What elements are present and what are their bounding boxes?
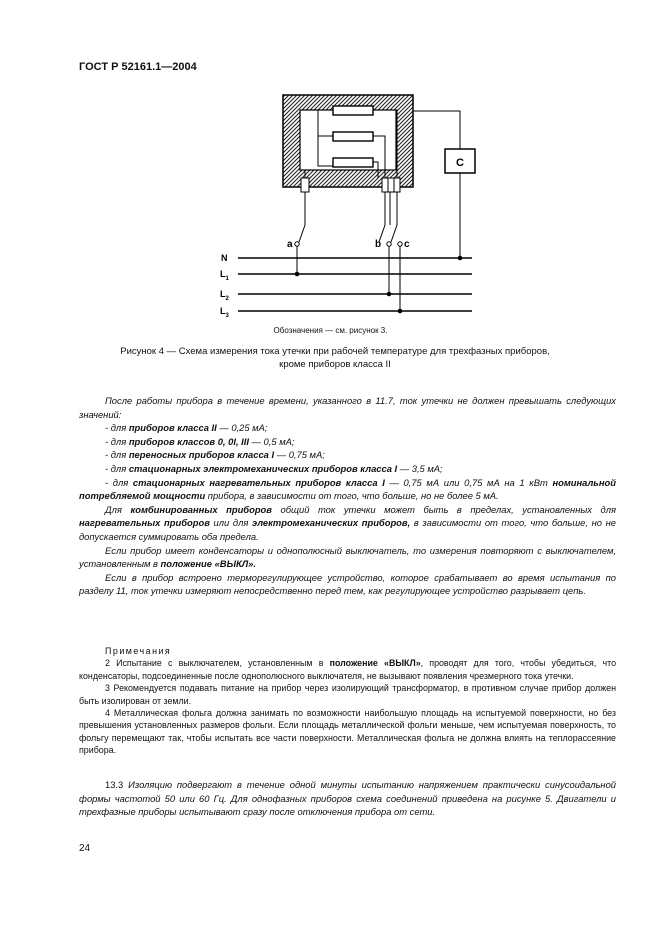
note-4: 4 Металлическая фольга должна занимать по возможности наибольшую площадь на испытуемой поверхности, но без превышения установленных размеров фольги. Если площадь металлической фольги меньше, чем испытуемая поверхность, то фольгу перемещают так, чтобы испытать все части поверхности. Металлическая фольга не должна влиять на теплорассеяние прибора. bbox=[79, 708, 616, 756]
page-number: 24 bbox=[79, 843, 91, 854]
list-item-heating: - для стационарных нагревательных приборов класса I — 0,75 мА или 0,75 мА на 1 кВт номинальной потребляемой мощности прибора, в зависимости от того, что больше, но не более 5 мА. bbox=[79, 476, 616, 502]
figure-caption-line2: кроме приборов класса II bbox=[279, 359, 391, 370]
section-number: 13.3 bbox=[105, 779, 124, 790]
leakage-limits-section bbox=[79, 394, 616, 598]
switch-label-b: b bbox=[375, 239, 382, 250]
line-label-l2: $L_2$ bbox=[220, 289, 229, 302]
notes-section bbox=[79, 645, 616, 757]
list-item: - для стационарных электромеханических приборов класса I — 3,5 мА; bbox=[105, 462, 443, 474]
heating-element-1 bbox=[333, 106, 373, 115]
section-13-3-paragraph: 13.3 Изоляцию подвергают в течение одной минуты испытанию напряжением практически синусоидальной формы частотой 50 или 60 Гц. Для однофазных приборов схема соединений приведена на рисунке 5. Двигатели и трехфазные приборы испытывают сразу после отключения прибора от сети. bbox=[79, 779, 616, 818]
switch-label-a: a bbox=[287, 239, 293, 250]
circuit-diagram bbox=[0, 0, 661, 330]
switch-b-contact bbox=[387, 242, 391, 246]
supply-connections bbox=[297, 246, 400, 311]
list-item: - для переносных приборов класса I — 0,75 мА; bbox=[105, 449, 325, 461]
figure-caption bbox=[90, 345, 580, 371]
combined-appliances-paragraph: Для комбинированных приборов общий ток утечки может быть в пределах, установленных для нагревательных приборов или для электромеханических приборов, в зависимости от того, что больше, но не допускается суммировать оба предела. bbox=[79, 503, 616, 542]
notes-title: Примечания bbox=[105, 646, 172, 656]
leads bbox=[305, 192, 397, 225]
capacitor-paragraph: Если прибор имеет конденсаторы и однополюсный выключатель, то измерения повторяют с выключателем, установленным в положение «ВЫКЛ». bbox=[79, 544, 616, 570]
line-label-l1: $L_1$ bbox=[220, 269, 229, 282]
figure-legend-note: Обозначения — см. рисунок 3. bbox=[273, 326, 388, 335]
junction-dots bbox=[295, 256, 463, 314]
switches bbox=[299, 225, 397, 242]
measuring-circuit-label: С bbox=[456, 157, 464, 169]
note-2: 2 Испытание с выключателем, установленным в положение «ВЫКЛ», проводят для того, чтобы убедиться, что конденсаторы, подсоединенные после однополюсного выключателя, не вызывают появления чрезмерного тока утечки. bbox=[79, 658, 616, 681]
document-header: ГОСТ Р 52161.1—2004 bbox=[79, 61, 197, 73]
heating-element-3 bbox=[333, 158, 373, 167]
thermostat-paragraph: Если в прибор встроено терморегулирующее устройство, которое срабатывает во время испытания по разделу 11, ток утечки измеряют непосредственно перед тем, как регулирующее устройство разрывает цепь. bbox=[79, 571, 616, 597]
figure-caption-line1: Рисунок 4 — Схема измерения тока утечки при рабочей температуре для трехфазных приборов, bbox=[120, 346, 550, 357]
list-item: - для приборов класса II — 0,25 мА; bbox=[105, 422, 268, 434]
switch-c-contact bbox=[398, 242, 402, 246]
switch-label-c: c bbox=[404, 239, 410, 250]
list-item: - для приборов классов 0, 0I, III — 0,5 мА; bbox=[105, 435, 295, 447]
supply-lines bbox=[238, 258, 472, 311]
heating-element-2 bbox=[333, 132, 373, 141]
switch-a-contact bbox=[295, 242, 299, 246]
note-3: 3 Рекомендуется подавать питание на прибор через изолирующий трансформатор, в противном случае прибор должен быть изолирован от земли. bbox=[79, 683, 616, 706]
line-label-n: N bbox=[221, 253, 228, 263]
line-label-l3: $L_3$ bbox=[220, 306, 229, 319]
intro-paragraph: После работы прибора в течение времени, указанного в 11.7, ток утечки не должен превышать следующих значений: bbox=[79, 395, 616, 420]
measuring-circuit-leads bbox=[413, 111, 460, 258]
section-13-3 bbox=[79, 778, 616, 819]
